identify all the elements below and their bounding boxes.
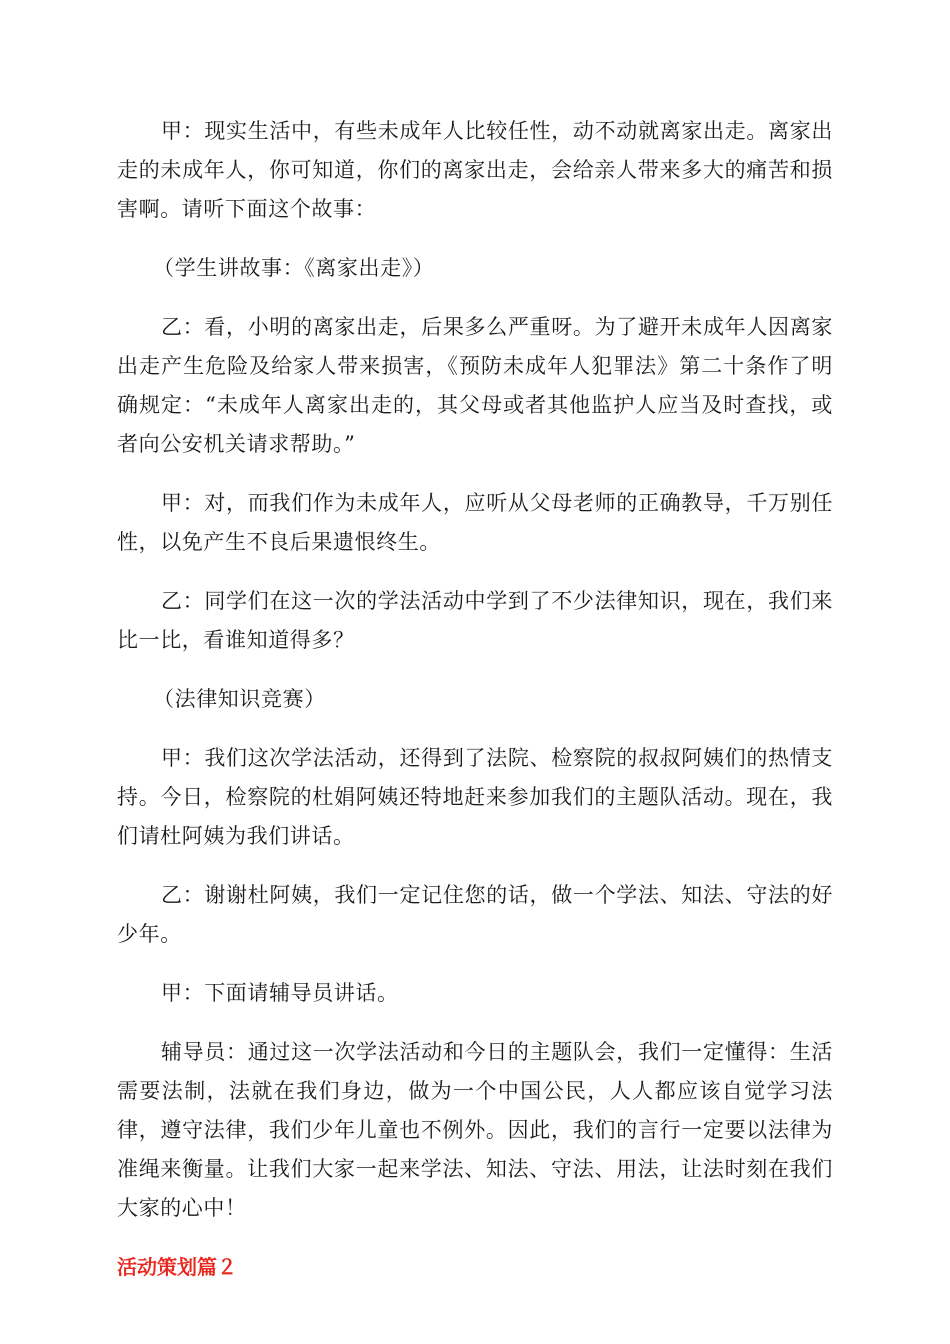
paragraph-jia-counselor: 甲：下面请辅导员讲话。 [161,981,399,1005]
paragraph-contest-note: （法律知识竞赛） [153,687,326,711]
paragraph-jia-support: 甲：我们这次学法活动，还得到了法院、检察院的叔叔阿姨们的热情支持。今日，检察院的杜娟阿姨还特地赶来参加我们的主题队活动。现在，我们请杜阿姨为我们讲话。 [117,746,833,848]
paragraph-jia-advice: 甲：对，而我们作为未成年人，应听从父母老师的正确教导，千万别任性，以免产生不良后果遗恨终生。 [117,491,833,554]
paragraph-yi-contest: 乙：同学们在这一次的学法活动中学到了不少法律知识，现在，我们来比一比，看谁知道得多？ [117,589,833,652]
section-heading: 活动策划篇２ [117,1255,237,1279]
paragraph-story-note: （学生讲故事：《离家出走》） [153,256,435,280]
document-page [117,112,833,1282]
paragraph-yi-law: 乙：看，小明的离家出走，后果多么严重呀。为了避开未成年人因离家出走产生危险及给家人带来损害，《预防未成年人犯罪法》第二十条作了明确规定：“未成年人离家出走的，其父母或者其他监护人应当及时查找，或者向公安机关请求帮助。” [117,315,833,456]
paragraph-yi-thanks: 乙：谢谢杜阿姨，我们一定记住您的话，做一个学法、知法、守法的好少年。 [117,883,833,946]
paragraph-counselor-speech: 辅导员：通过这一次学法活动和今日的主题队会，我们一定懂得：生活需要法制，法就在我们身边，做为一个中国公民，人人都应该自觉学习法律，遵守法律，我们少年儿童也不例外。因此，我们的言行一定要以法律为准绳来衡量。让我们大家一起来学法、知法、守法、用法，让法时刻在我们大家的心中！ [117,1040,833,1220]
paragraph-jia-intro: 甲：现实生活中，有些未成年人比较任性，动不动就离家出走。离家出走的未成年人，你可知道，你们的离家出走，会给亲人带来多大的痛苦和损害啊。请听下面这个故事： [117,119,833,221]
